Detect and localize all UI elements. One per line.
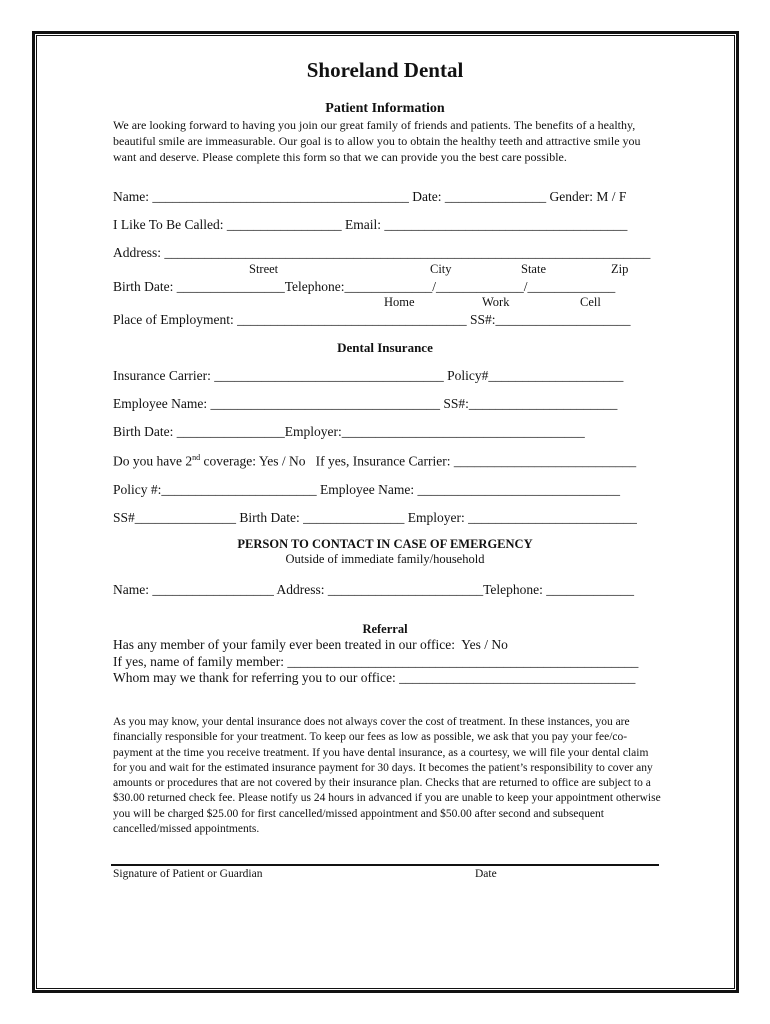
zip-label: Zip [611,262,629,276]
home-label: Home [384,295,415,309]
cell-label: Cell [580,295,601,309]
emergency-contact-field[interactable]: Name: __________________ Address: _______________________Telephone: _____________ [113,582,635,597]
birthdate-telephone-field[interactable]: Birth Date: ________________Telephone:_____________/_____________/_____________ [113,279,616,294]
insured-birthdate-employer-field[interactable]: Birth Date: ________________Employer:____________________________________ [113,424,585,439]
city-label: City [430,262,452,276]
address-field[interactable]: Address: ________________________________________________________________________ [113,245,651,260]
employment-ss-field[interactable]: Place of Employment: __________________________________ SS#:____________________ [113,312,631,327]
emergency-heading: PERSON TO CONTACT IN CASE OF EMERGENCY [237,537,533,551]
patient-info-heading: Patient Information [325,101,445,116]
referrer-field[interactable]: Whom may we thank for referring you to our office: ___________________________________ [113,670,636,685]
insurance-heading: Dental Insurance [337,340,433,355]
secondary-coverage-rest: coverage: Yes / No If yes, Insurance Carrier: ___________________________ [200,453,637,469]
financial-policy-paragraph: As you may know, your dental insurance does not always cover the cost of treatment. In these instances, you are financially responsible for your treatment. To keep our fees as low as possible, we ask that you pay your fee/co-payment at the time you receive treatment. If you have dental insurance, as a courtesy, we will file your dental claim for you and wait for the estimated insurance payment for 30 days. It becomes the patient’s responsibility to cover any amounts or procedures that are not covered by their insurance plan. Checks that are returned to office are subject to a $30.00 returned check fee. Please notify us 24 hours in advanced if you are unable to keep your appointment otherwise you will be charged $25.00 for first cancelled/missed appointment and $50.00 after second and subsequent cancelled/missed appointments. [113,716,661,836]
secondary-coverage-sup: nd [192,453,201,462]
work-label: Work [482,295,510,309]
practice-name: Shoreland Dental [306,58,464,82]
date-label: Date [475,868,497,880]
signature-label: Signature of Patient or Guardian [113,868,263,880]
secondary-coverage-field[interactable] [113,453,636,470]
referral-question[interactable]: Has any member of your family ever been treated in our office: Yes / No [113,637,508,652]
employee-name-field[interactable]: Employee Name: __________________________________ SS#:______________________ [113,396,618,411]
intro-paragraph: We are looking forward to having you join our great family of friends and patients. The benefits of a healthy, beautiful smile are immeasurable. Our goal is to allow you to obtain the healthy teeth and attractive smile you want and deserve. Please complete this form so that we can provide you the best care possible. [113,118,641,164]
street-label: Street [249,262,279,276]
secondary-ss-field[interactable]: SS#_______________ Birth Date: _______________ Employer: _________________________ [113,510,637,525]
referral-heading: Referral [362,622,408,636]
signature-line[interactable] [111,864,659,866]
emergency-subheading: Outside of immediate family/household [285,552,485,566]
family-member-field[interactable]: If yes, name of family member: ____________________________________________________ [113,654,639,669]
nickname-email-field[interactable]: I Like To Be Called: _________________ Email: ____________________________________ [113,217,628,232]
secondary-policy-field[interactable]: Policy #:_______________________ Employee Name: ______________________________ [113,482,620,497]
name-date-gender-field[interactable]: Name: ______________________________________ Date: _______________ Gender: M / F [113,189,627,204]
insurance-carrier-field[interactable]: Insurance Carrier: __________________________________ Policy#____________________ [113,368,624,383]
state-label: State [521,262,546,276]
secondary-coverage-prefix: Do you have 2 [113,453,193,469]
